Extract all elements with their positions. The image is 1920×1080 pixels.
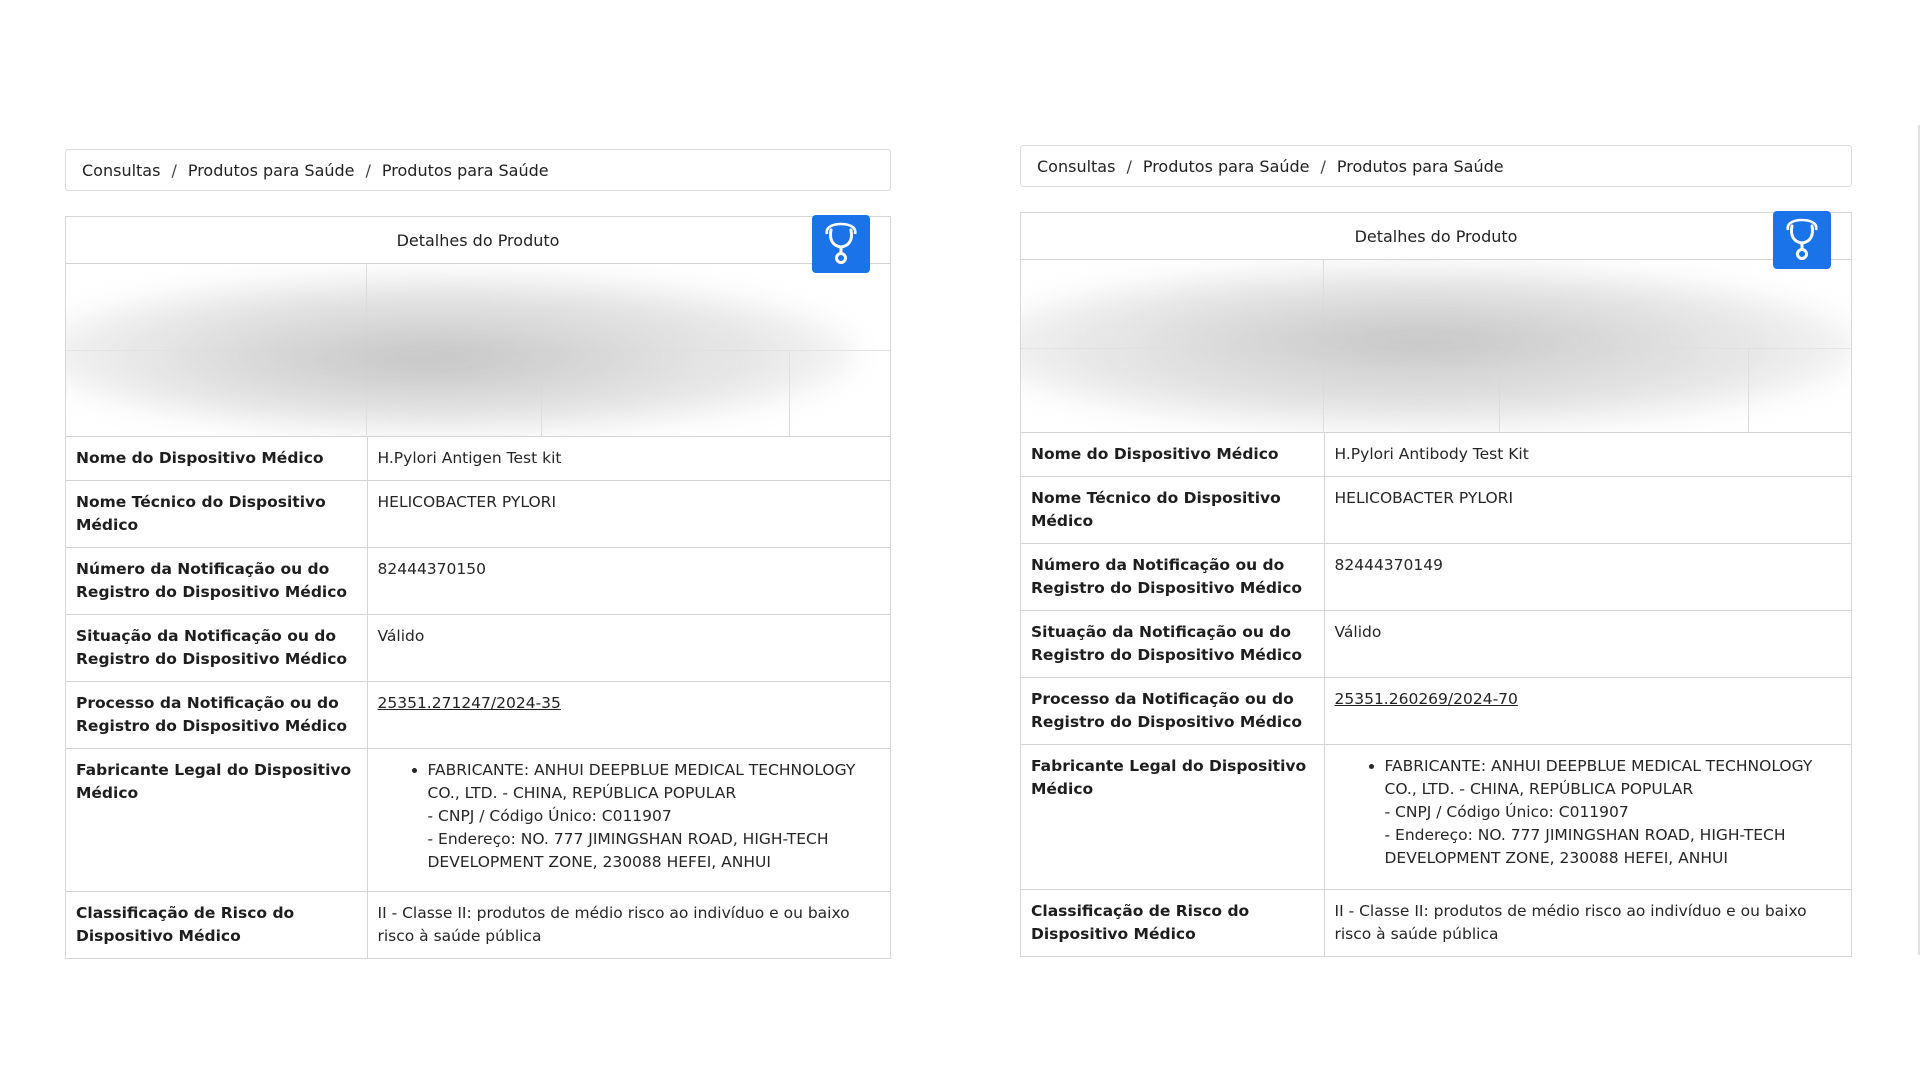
- row-label: Classificação de Risco do Dispositivo Médico: [66, 892, 367, 959]
- table-row: [1021, 477, 1851, 544]
- row-label: Nome Técnico do Dispositivo Médico: [1021, 477, 1324, 544]
- product-panel-right: [1020, 144, 1852, 958]
- product-details-card: [65, 216, 891, 959]
- breadcrumb-separator: /: [171, 160, 177, 180]
- row-value: II - Classe II: produtos de médio risco ao indivíduo e ou baixo risco à saúde pública: [1324, 890, 1851, 957]
- manufacturer-list: [1335, 755, 1842, 870]
- product-details-table: [66, 437, 890, 958]
- breadcrumb-separator: /: [365, 160, 371, 180]
- row-value: 82444370149: [1324, 544, 1851, 611]
- table-row: [66, 682, 890, 749]
- row-label: Nome do Dispositivo Médico: [66, 437, 367, 481]
- table-row: [66, 437, 890, 481]
- table-row: [66, 615, 890, 682]
- breadcrumb: [1020, 145, 1852, 187]
- row-label: Nome Técnico do Dispositivo Médico: [66, 481, 367, 548]
- manufacturer-item: [428, 759, 881, 874]
- row-value: Válido: [1324, 611, 1851, 678]
- manufacturer-cnpj: - CNPJ / Código Único: C011907: [1384, 803, 1629, 821]
- table-row: [1021, 745, 1851, 890]
- row-label: Processo da Notificação ou do Registro do Dispositivo Médico: [1021, 678, 1324, 745]
- card-header: [66, 217, 890, 264]
- table-row: [1021, 544, 1851, 611]
- breadcrumb-item-consultas[interactable]: Consultas: [82, 160, 161, 180]
- breadcrumb-separator: /: [1126, 156, 1132, 176]
- row-value: H.Pylori Antigen Test kit: [377, 449, 562, 467]
- manufacturer-address: - Endereço: NO. 777 JIMINGSHAN ROAD, HIGH-TECH DEVELOPMENT ZONE, 230088 HEFEI, ANHUI: [427, 830, 829, 871]
- row-value: HELICOBACTER PYLORI: [367, 481, 890, 548]
- breadcrumb-item-consultas[interactable]: Consultas: [1037, 156, 1116, 176]
- table-row: [1021, 433, 1851, 477]
- row-value: [367, 682, 890, 749]
- card-header: [1021, 213, 1851, 260]
- breadcrumb: [65, 149, 891, 191]
- manufacturer-item: [1385, 755, 1842, 870]
- breadcrumb-item-current: Produtos para Saúde: [1336, 156, 1504, 176]
- breadcrumb-separator: /: [1320, 156, 1326, 176]
- table-row: [1021, 611, 1851, 678]
- manufacturer-name: FABRICANTE: ANHUI DEEPBLUE MEDICAL TECHNOLOGY CO., LTD. - CHINA, REPÚBLICA POPULAR: [1384, 757, 1813, 798]
- product-details-table: [1021, 433, 1851, 956]
- card-title: Detalhes do Produto: [1354, 226, 1518, 246]
- row-value: II - Classe II: produtos de médio risco ao indivíduo e ou baixo risco à saúde pública: [367, 892, 890, 959]
- row-label: Fabricante Legal do Dispositivo Médico: [1021, 745, 1324, 890]
- product-details-card: [1020, 212, 1852, 957]
- redacted-area: [66, 264, 890, 437]
- row-label: Número da Notificação ou do Registro do Dispositivo Médico: [1021, 544, 1324, 611]
- table-row: [1021, 678, 1851, 745]
- breadcrumb-item-produtos[interactable]: Produtos para Saúde: [1142, 156, 1310, 176]
- process-link[interactable]: 25351.271247/2024-35: [377, 694, 561, 712]
- manufacturer-list: [378, 759, 881, 874]
- row-label: Nome do Dispositivo Médico: [1021, 433, 1324, 477]
- breadcrumb-item-current: Produtos para Saúde: [381, 160, 549, 180]
- row-label: Fabricante Legal do Dispositivo Médico: [66, 749, 367, 892]
- product-panel-left: [65, 148, 891, 958]
- row-value: [1324, 745, 1851, 890]
- table-row: [66, 481, 890, 548]
- process-link[interactable]: 25351.260269/2024-70: [1334, 690, 1518, 708]
- row-label: Situação da Notificação ou do Registro do Dispositivo Médico: [1021, 611, 1324, 678]
- row-label: Número da Notificação ou do Registro do Dispositivo Médico: [66, 548, 367, 615]
- table-row: [66, 548, 890, 615]
- row-value: [367, 749, 890, 892]
- redacted-area: [1021, 260, 1851, 433]
- row-label: Processo da Notificação ou do Registro do Dispositivo Médico: [66, 682, 367, 749]
- row-value: HELICOBACTER PYLORI: [1324, 477, 1851, 544]
- card-title: Detalhes do Produto: [396, 230, 560, 250]
- row-value: [1324, 678, 1851, 745]
- table-row: [66, 749, 890, 892]
- row-value: Válido: [367, 615, 890, 682]
- row-value: H.Pylori Antibody Test Kit: [1334, 445, 1529, 463]
- breadcrumb-item-produtos[interactable]: Produtos para Saúde: [187, 160, 355, 180]
- manufacturer-address: - Endereço: NO. 777 JIMINGSHAN ROAD, HIGH-TECH DEVELOPMENT ZONE, 230088 HEFEI, ANHUI: [1384, 826, 1786, 867]
- table-row: [66, 892, 890, 959]
- manufacturer-cnpj: - CNPJ / Código Único: C011907: [427, 807, 672, 825]
- row-label: Situação da Notificação ou do Registro do Dispositivo Médico: [66, 615, 367, 682]
- manufacturer-name: FABRICANTE: ANHUI DEEPBLUE MEDICAL TECHNOLOGY CO., LTD. - CHINA, REPÚBLICA POPULAR: [427, 761, 856, 802]
- row-value: 82444370150: [367, 548, 890, 615]
- row-label: Classificação de Risco do Dispositivo Médico: [1021, 890, 1324, 957]
- table-row: [1021, 890, 1851, 957]
